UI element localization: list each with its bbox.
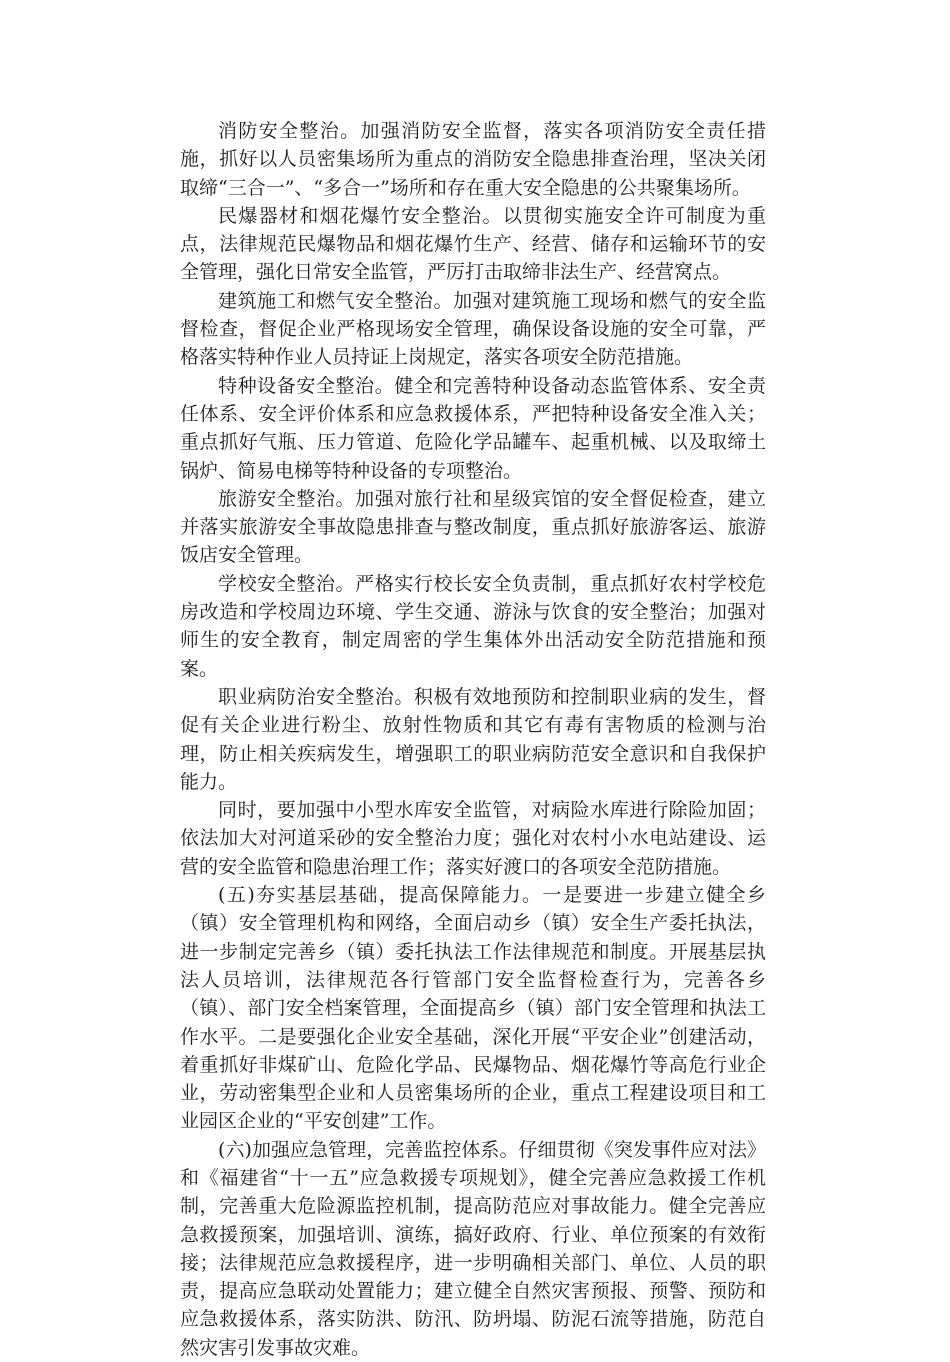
paragraph-section-six: (六)加强应急管理，完善监控体系。仔细贯彻《突发事件应对法》和《福建省“十一五”应急救援专项规划》，健全完善应急救援工作机制，完善重大危险源监控机制，提高防范应对事故能力。健全完善应急救援预案，加强培训、演练，搞好政府、行业、单位预案的有效衔接；法律规范应急救援程序，进一步明确相关部门、单位、人员的职责，提高应急联动处置能力；建立健全自然灾害预报、预警、预防和应急救援体系，落实防洪、防汛、防坍塌、防泥石流等措施，防范自然灾害引发事故灾难。 <box>180 1138 766 1359</box>
paragraph-occupational-disease: 职业病防治安全整治。积极有效地预防和控制职业病的发生，督促有关企业进行粉尘、放射性物质和其它有毒有害物质的检测与治理，防止相关疾病发生，增强职工的职业病防范安全意识和自我保护能力。 <box>180 685 766 793</box>
paragraph-section-five: (五)夯实基层基础，提高保障能力。一是要进一步建立健全乡（镇）安全管理机构和网络，全面启动乡（镇）安全生产委托执法，进一步制定完善乡（镇）委托执法工作法律规范和制度。开展基层执法人员培训，法律规范各行管部门安全监督检查行为，完善各乡（镇）、部门安全档案管理，全面提高乡（镇）部门安全管理和执法工作水平。二是要强化企业安全基础，深化开展“平安企业”创建活动，着重抓好非煤矿山、危险化学品、民爆物品、烟花爆竹等高危行业企业，劳动密集型企业和人员密集场所的企业，重点工程建设项目和工业园区企业的“平安创建”工作。 <box>180 884 766 1133</box>
paragraph-explosives-fireworks: 民爆器材和烟花爆竹安全整治。以贯彻实施安全许可制度为重点，法律规范民爆物品和烟花爆竹生产、经营、储存和运输环节的安全管理，强化日常安全监管，严厉打击取缔非法生产、经营窝点。 <box>180 204 766 284</box>
paragraph-construction-gas: 建筑施工和燃气安全整治。加强对建筑施工现场和燃气的安全监督检查，督促企业严格现场安全管理，确保设备设施的安全可靠，严格落实特种作业人员持证上岗规定，落实各项安全防范措施。 <box>180 289 766 369</box>
document-body <box>180 117 766 1362</box>
paragraph-tourism-safety: 旅游安全整治。加强对旅行社和星级宾馆的安全督促检查，建立并落实旅游安全事故隐患排查与整改制度，重点抓好旅游客运、旅游饭店安全管理。 <box>180 487 766 567</box>
paragraph-reservoir-waterway: 同时，要加强中小型水库安全监管，对病险水库进行除险加固；依法加大对河道采砂的安全整治力度；强化对农村小水电站建设、运营的安全监管和隐患治理工作；落实好渡口的各项安全范防措施。 <box>180 799 766 878</box>
paragraph-school-safety: 学校安全整治。严格实行校长安全负责制，重点抓好农村学校危房改造和学校周边环境、学生交通、游泳与饮食的安全整治；加强对师生的安全教育，制定周密的学生集体外出活动安全防范措施和预案。 <box>180 572 766 680</box>
paragraph-special-equipment: 特种设备安全整治。健全和完善特种设备动态监管体系、安全责任体系、安全评价体系和应急救援体系，严把特种设备安全准入关；重点抓好气瓶、压力管道、危险化学品罐车、起重机械、以及取缔土锅炉、简易电梯等特种设备的专项整治。 <box>180 374 766 482</box>
paragraph-fire-safety: 消防安全整治。加强消防安全监督，落实各项消防安全责任措施，抓好以人员密集场所为重点的消防安全隐患排查治理，坚决关闭取缔“三合一”、“多合一”场所和存在重大安全隐患的公共聚集场所。 <box>180 120 766 199</box>
